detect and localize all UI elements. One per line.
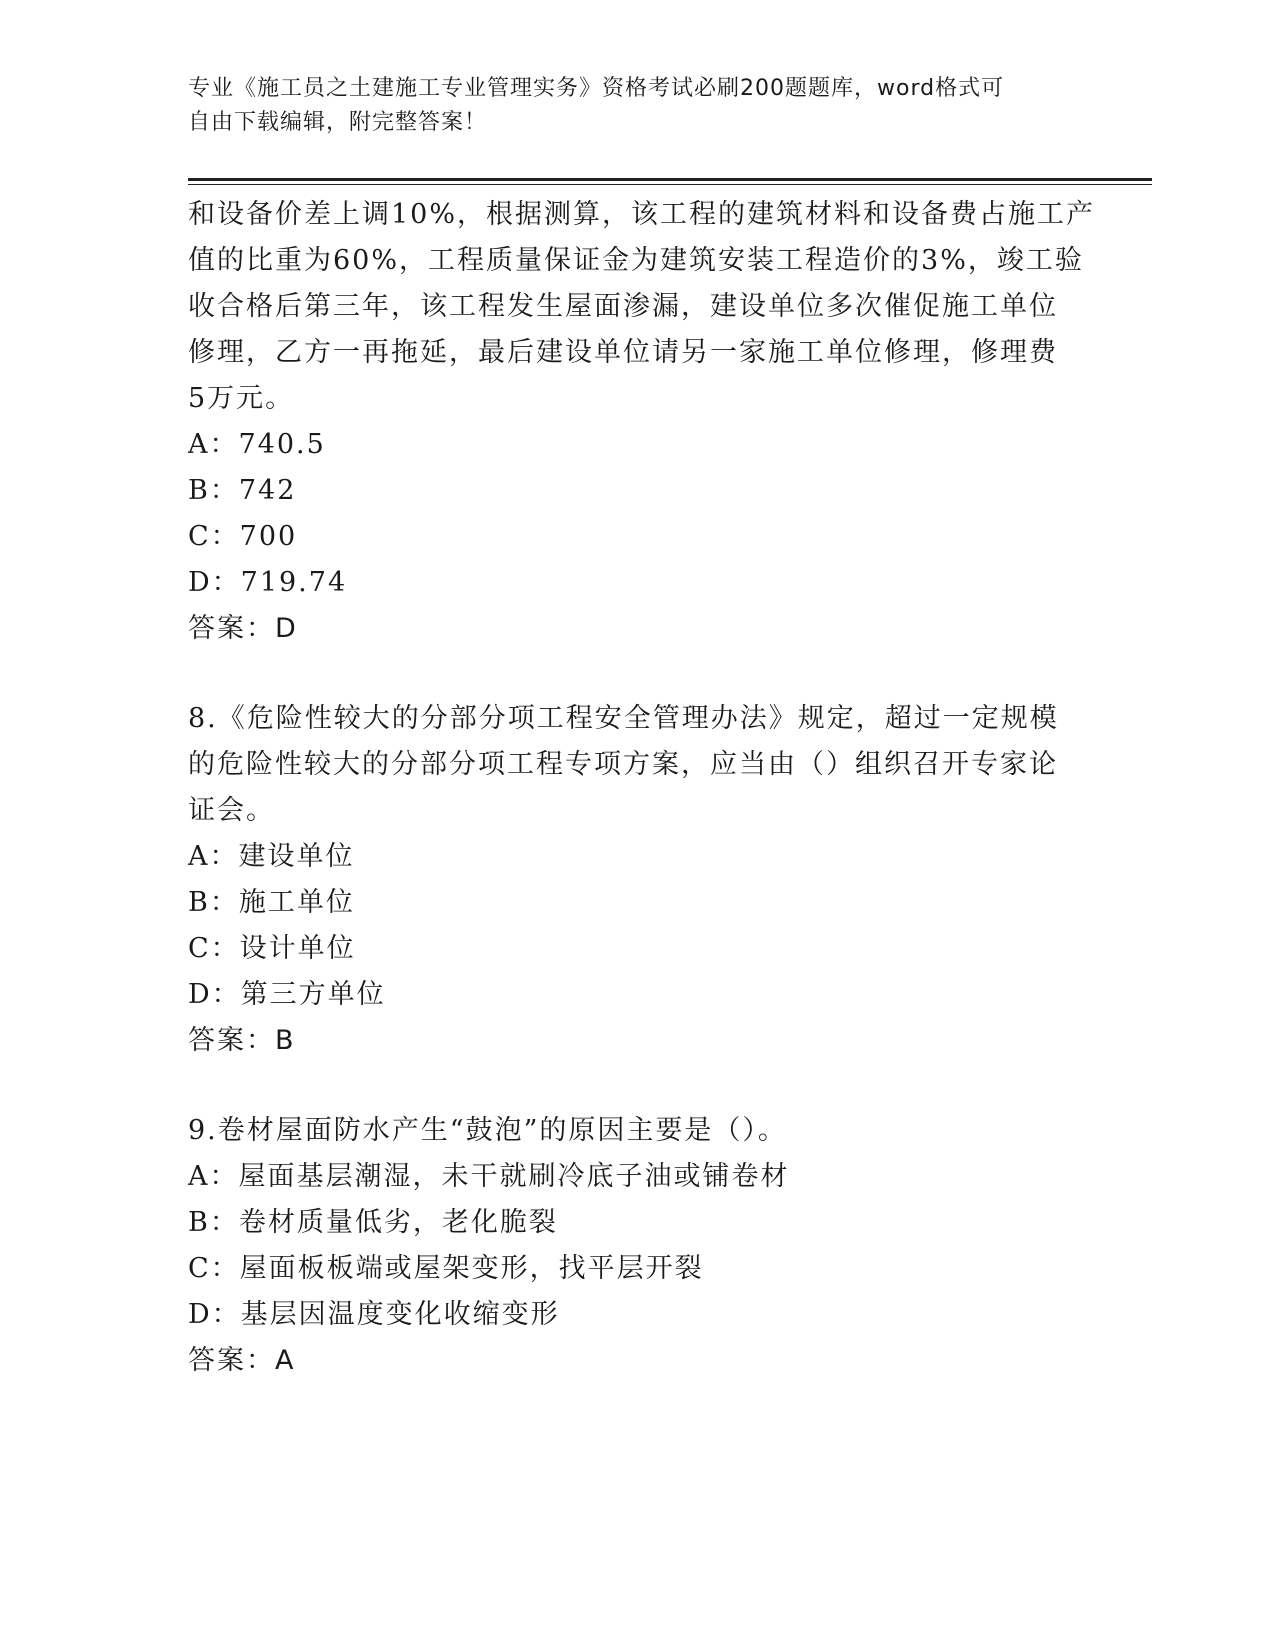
- question-text-line: 和设备价差上调10%，根据测算，该工程的建筑材料和设备费占施工产: [188, 199, 1096, 230]
- question-text-line: 修理，乙方一再拖延，最后建设单位请另一家施工单位修理，修理费: [188, 337, 1058, 368]
- option-b: B：742: [188, 475, 297, 506]
- question-spacer: [188, 1064, 1108, 1108]
- question-text-line: 8.《危险性较大的分部分项工程安全管理办法》规定，超过一定规模: [188, 703, 1059, 734]
- option-c: C：设计单位: [188, 933, 356, 964]
- question-text-line: 证会。: [188, 795, 275, 826]
- header-divider-thick: [188, 178, 1152, 181]
- option-a: A：740.5: [188, 429, 326, 460]
- question-text: [188, 192, 1108, 422]
- answer: 答案：B: [188, 1025, 296, 1056]
- question-text-line: 收合格后第三年，该工程发生屋面渗漏，建设单位多次催促施工单位: [188, 291, 1058, 322]
- question-content: [188, 192, 1108, 1384]
- option-c: C：屋面板板端或屋架变形，找平层开裂: [188, 1253, 704, 1284]
- question-7: [188, 192, 1108, 652]
- answer: 答案：A: [188, 1345, 296, 1376]
- option-a: A：建设单位: [188, 841, 355, 872]
- option-d: D：基层因温度变化收缩变形: [188, 1299, 560, 1330]
- question-text-line: 9.卷材屋面防水产生“鼓泡”的原因主要是（）。: [188, 1115, 787, 1146]
- option-d: D：719.74: [188, 567, 348, 598]
- question-text-line: 值的比重为60%，工程质量保证金为建筑安装工程造价的3%，竣工验: [188, 245, 1084, 276]
- header-divider-thin: [188, 184, 1152, 185]
- answer: 答案：D: [188, 613, 298, 644]
- header-line-2: 自由下载编辑，附完整答案！: [188, 110, 488, 135]
- question-text: [188, 1108, 1108, 1154]
- option-b: B：卷材质量低劣，老化脆裂: [188, 1207, 558, 1238]
- question-8: [188, 696, 1108, 1064]
- page-header: [188, 72, 1068, 140]
- question-9: [188, 1108, 1108, 1384]
- option-d: D：第三方单位: [188, 979, 386, 1010]
- header-line-1: 专业《施工员之土建施工专业管理实务》资格考试必刷200题题库，word格式可: [188, 76, 1005, 101]
- option-c: C：700: [188, 521, 298, 552]
- question-text-line: 5万元。: [188, 383, 295, 414]
- option-b: B：施工单位: [188, 887, 355, 918]
- option-a: A：屋面基层潮湿，未干就刷冷底子油或铺卷材: [188, 1161, 790, 1192]
- question-spacer: [188, 652, 1108, 696]
- question-text: [188, 696, 1108, 834]
- question-text-line: 的危险性较大的分部分项工程专项方案，应当由（）组织召开专家论: [188, 749, 1058, 780]
